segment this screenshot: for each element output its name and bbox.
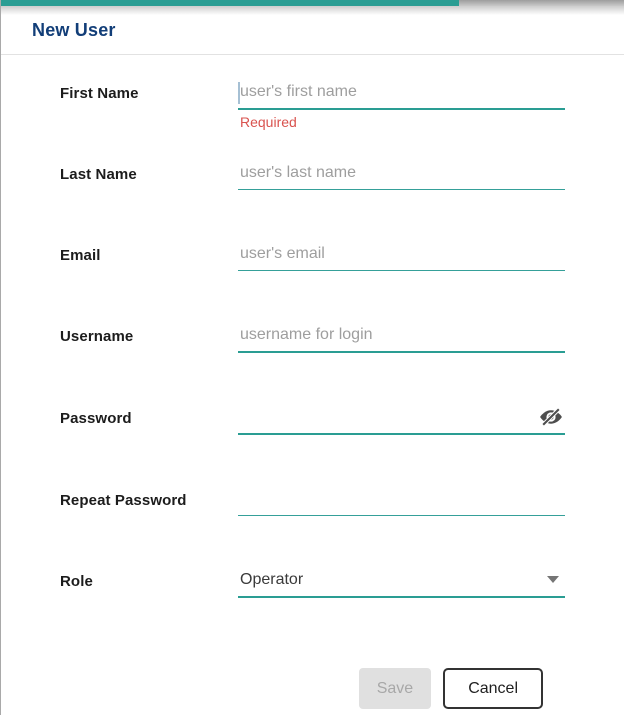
first-name-label: First Name (60, 85, 139, 102)
form-row-email (60, 239, 565, 271)
visibility-off-icon[interactable] (539, 405, 563, 429)
username-input-wrap (238, 320, 565, 353)
email-input-wrap (238, 239, 565, 271)
role-select[interactable] (238, 565, 565, 598)
dialog-footer (60, 668, 565, 709)
first-name-input[interactable] (238, 77, 565, 110)
password-input[interactable] (238, 402, 565, 435)
form-row-last-name (60, 158, 565, 190)
last-name-input-wrap (238, 158, 565, 190)
repeat-password-input[interactable] (238, 484, 565, 516)
chevron-down-icon (547, 576, 559, 583)
username-label: Username (60, 328, 134, 345)
cancel-button[interactable]: Cancel (443, 668, 543, 709)
dialog-title: New User (32, 20, 116, 40)
password-field (238, 402, 565, 435)
repeat-password-field (238, 484, 565, 516)
username-input[interactable] (238, 320, 565, 353)
new-user-form (1, 55, 624, 709)
email-field (238, 239, 565, 271)
form-row-first-name (60, 77, 565, 130)
role-label: Role (60, 573, 93, 590)
form-row-role (60, 565, 565, 598)
required-hint: Required (240, 114, 297, 130)
text-cursor (238, 82, 240, 104)
username-field (238, 320, 565, 353)
form-row-password (60, 402, 565, 435)
first-name-field (238, 77, 565, 130)
role-selected-value: Operator (240, 570, 304, 588)
password-input-wrap (238, 402, 565, 435)
accent-progress-bar (1, 0, 459, 6)
password-label: Password (60, 410, 132, 427)
first-name-input-wrap (238, 77, 565, 110)
dialog-header (1, 15, 624, 54)
form-row-repeat-password (60, 484, 565, 516)
last-name-label: Last Name (60, 166, 137, 183)
top-shadow (1, 6, 624, 15)
email-label: Email (60, 247, 101, 264)
repeat-password-label: Repeat Password (60, 492, 187, 509)
last-name-input[interactable] (238, 158, 565, 190)
last-name-field (238, 158, 565, 190)
email-input[interactable] (238, 239, 565, 271)
save-button[interactable]: Save (359, 668, 431, 709)
dialog-top-strip (1, 0, 624, 6)
role-field (238, 565, 565, 598)
form-row-username (60, 320, 565, 353)
repeat-password-input-wrap (238, 484, 565, 516)
